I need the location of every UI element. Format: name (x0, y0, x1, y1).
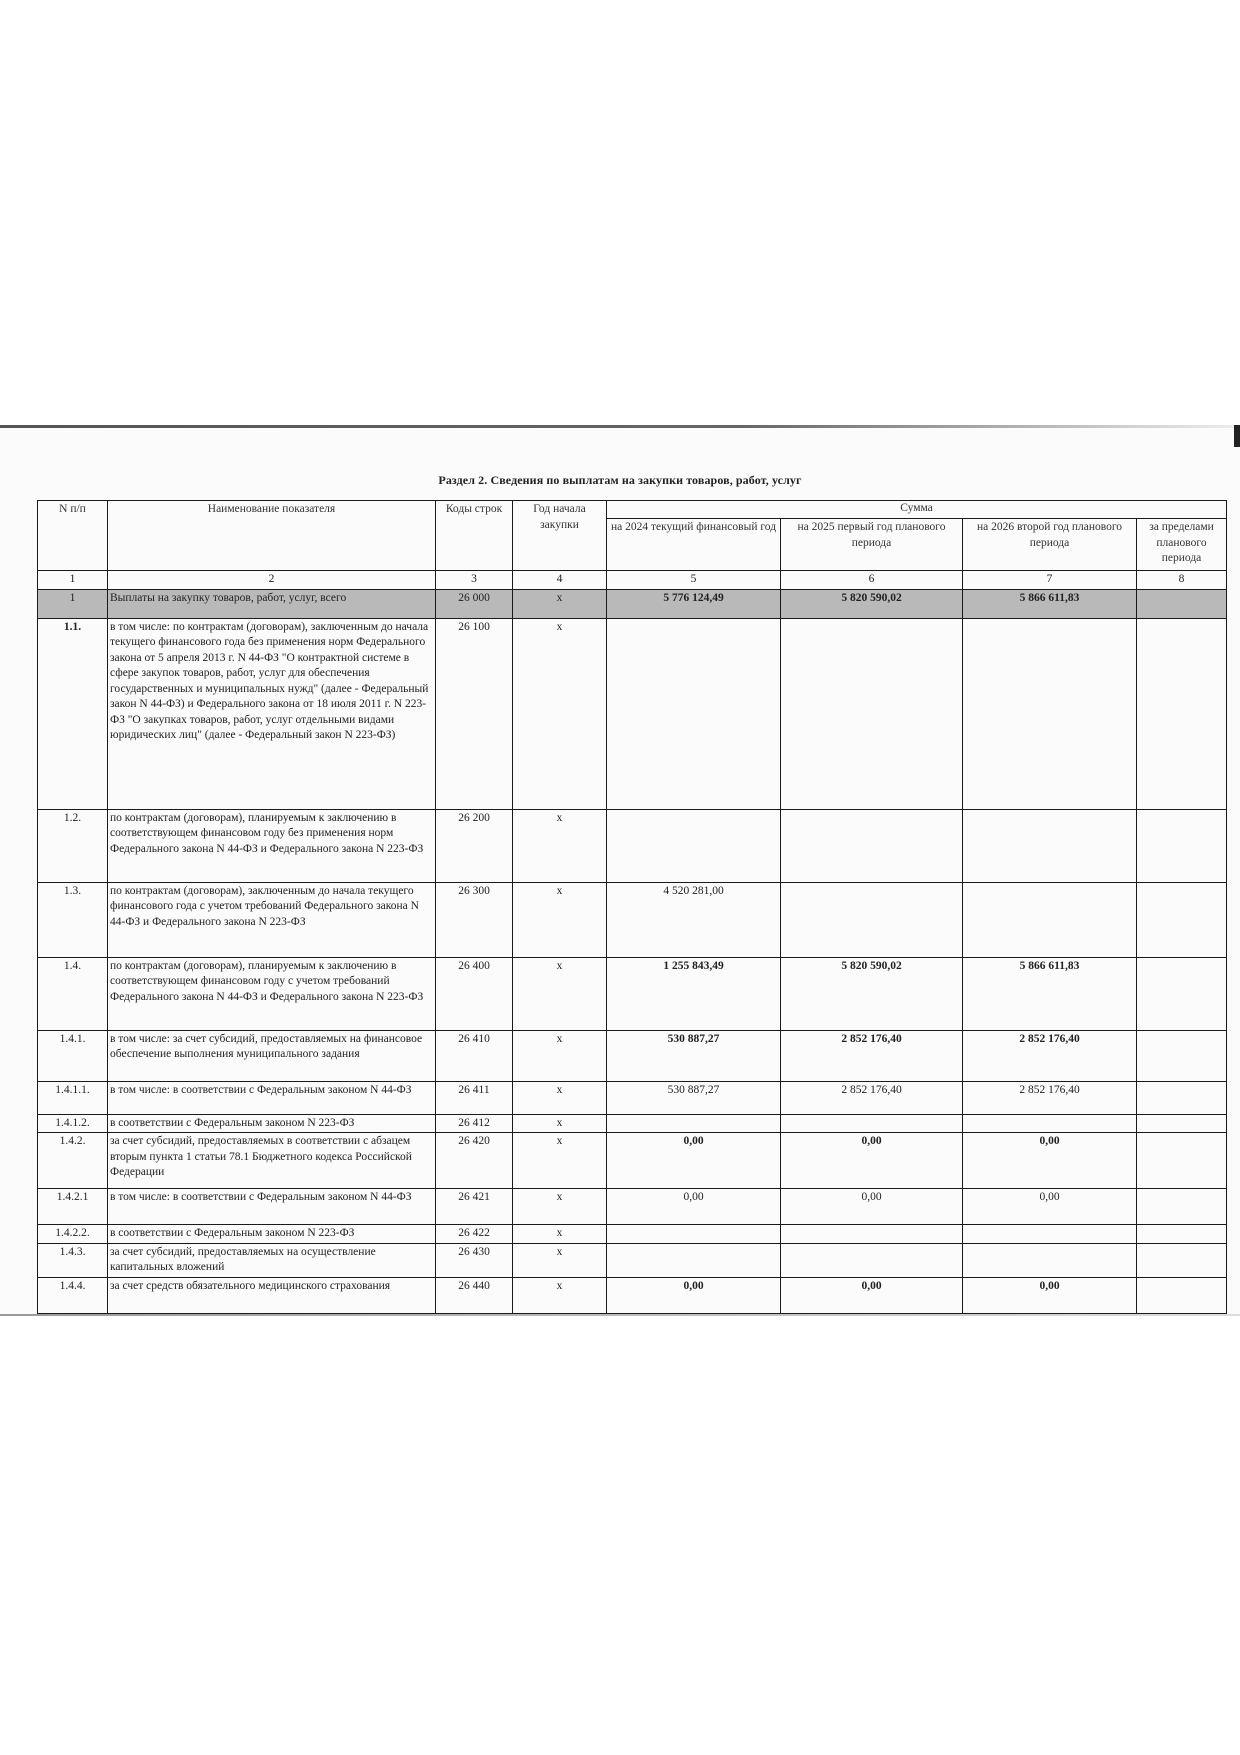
value-beyond (1137, 1189, 1227, 1225)
value-2024 (607, 1243, 781, 1277)
value-2026: 2 852 176,40 (963, 1030, 1137, 1081)
row-name: в том числе: в соответствии с Федеральным законом N 44-ФЗ (108, 1189, 436, 1225)
value-2026 (963, 1225, 1137, 1244)
scan-edge-top (0, 425, 1240, 428)
value-beyond (1137, 809, 1227, 882)
header-sum-group: Сумма (607, 501, 1227, 519)
row-number: 1.4.1. (38, 1030, 108, 1081)
row-number: 1.4.2.2. (38, 1225, 108, 1244)
row-year-start: x (513, 1189, 607, 1225)
value-2025: 2 852 176,40 (781, 1030, 963, 1081)
row-year-start: x (513, 882, 607, 957)
row-code: 26 420 (436, 1133, 513, 1189)
column-number: 2 (108, 571, 436, 590)
header-2024: на 2024 текущий финансовый год (607, 519, 781, 571)
row-name: в том числе: в соответствии с Федеральным законом N 44-ФЗ (108, 1081, 436, 1114)
header-year-start: Год начала закупки (513, 501, 607, 571)
value-2025 (781, 1225, 963, 1244)
row-number: 1.3. (38, 882, 108, 957)
value-2025: 5 820 590,02 (781, 589, 963, 618)
header-name: Наименование показателя (108, 501, 436, 571)
row-code: 26 200 (436, 809, 513, 882)
header-beyond: за пределами планового периода (1137, 519, 1227, 571)
row-number: 1.4.3. (38, 1243, 108, 1277)
table-row (38, 1133, 1227, 1189)
value-beyond (1137, 1225, 1227, 1244)
row-year-start: x (513, 1225, 607, 1244)
row-code: 26 300 (436, 882, 513, 957)
value-2026 (963, 809, 1137, 882)
payments-table (37, 500, 1227, 1314)
row-number: 1.4.1.2. (38, 1114, 108, 1133)
table-body (38, 589, 1227, 1313)
value-2024: 1 255 843,49 (607, 957, 781, 1030)
column-number: 6 (781, 571, 963, 590)
row-name: за счет средств обязательного медицинского страхования (108, 1277, 436, 1313)
value-2024 (607, 1114, 781, 1133)
row-name: за счет субсидий, предоставляемых на осуществление капитальных вложений (108, 1243, 436, 1277)
row-code: 26 412 (436, 1114, 513, 1133)
value-2024: 0,00 (607, 1189, 781, 1225)
value-2026 (963, 1243, 1137, 1277)
table-row (38, 1225, 1227, 1244)
row-name: по контрактам (договорам), заключенным до начала текущего финансового года с учетом требований Федерального закона N 44-ФЗ и Федерального закона N 223-ФЗ (108, 882, 436, 957)
row-code: 26 421 (436, 1189, 513, 1225)
value-beyond (1137, 589, 1227, 618)
column-number: 3 (436, 571, 513, 590)
row-number: 1.4.4. (38, 1277, 108, 1313)
value-2025 (781, 1243, 963, 1277)
row-number: 1.4.2. (38, 1133, 108, 1189)
value-2025 (781, 882, 963, 957)
row-number: 1.4. (38, 957, 108, 1030)
table-row (38, 1030, 1227, 1081)
row-year-start: x (513, 1277, 607, 1313)
value-beyond (1137, 1277, 1227, 1313)
row-year-start: x (513, 957, 607, 1030)
value-2025 (781, 1114, 963, 1133)
value-beyond (1137, 957, 1227, 1030)
header-row-1 (38, 501, 1227, 519)
value-2026 (963, 618, 1137, 809)
row-number: 1.4.2.1 (38, 1189, 108, 1225)
value-2026 (963, 882, 1137, 957)
row-number: 1 (38, 589, 108, 618)
value-2024: 0,00 (607, 1277, 781, 1313)
row-code: 26 000 (436, 589, 513, 618)
table-row (38, 1189, 1227, 1225)
column-number: 1 (38, 571, 108, 590)
value-2025: 0,00 (781, 1277, 963, 1313)
table-row (38, 957, 1227, 1030)
value-2025: 2 852 176,40 (781, 1081, 963, 1114)
value-beyond (1137, 1243, 1227, 1277)
table-row (38, 618, 1227, 809)
row-year-start: x (513, 1081, 607, 1114)
row-year-start: x (513, 1133, 607, 1189)
section-title: Раздел 2. Сведения по выплатам на закупки товаров, работ, услуг (438, 473, 802, 487)
value-beyond (1137, 618, 1227, 809)
row-name: по контрактам (договорам), планируемым к заключению в соответствующем финансовом году без применения норм Федерального закона N 44-ФЗ и Федерального закона N 223-ФЗ (108, 809, 436, 882)
value-2025: 0,00 (781, 1189, 963, 1225)
row-code: 26 410 (436, 1030, 513, 1081)
row-code: 26 400 (436, 957, 513, 1030)
row-code: 26 100 (436, 618, 513, 809)
header-2025: на 2025 первый год планового периода (781, 519, 963, 571)
header-code: Коды строк (436, 501, 513, 571)
value-2024 (607, 809, 781, 882)
row-name: за счет субсидий, предоставляемых в соответствии с абзацем вторым пункта 1 статьи 78.1 Бюджетного кодекса Российской Федерации (108, 1133, 436, 1189)
row-number: 1.1. (38, 618, 108, 809)
row-name: по контрактам (договорам), планируемым к заключению в соответствующем финансовом году с учетом требований Федерального закона N 44-ФЗ и Федерального закона N 223-ФЗ (108, 957, 436, 1030)
scan-edge-bottom (0, 1314, 1240, 1316)
row-year-start: x (513, 1114, 607, 1133)
row-name: Выплаты на закупку товаров, работ, услуг, всего (108, 589, 436, 618)
value-2024 (607, 618, 781, 809)
row-code: 26 430 (436, 1243, 513, 1277)
row-name: в соответствии с Федеральным законом N 223-ФЗ (108, 1114, 436, 1133)
value-2026: 2 852 176,40 (963, 1081, 1137, 1114)
value-2025: 0,00 (781, 1133, 963, 1189)
row-year-start: x (513, 1030, 607, 1081)
row-year-start: x (513, 809, 607, 882)
row-name: в соответствии с Федеральным законом N 223-ФЗ (108, 1225, 436, 1244)
column-number: 5 (607, 571, 781, 590)
row-year-start: x (513, 589, 607, 618)
value-2024: 530 887,27 (607, 1081, 781, 1114)
row-name: в том числе: по контрактам (договорам), заключенным до начала текущего финансового года без применения норм Федерального закона от 5 апреля 2013 г. N 44-ФЗ "О контрактной системе в сфере закупок товаров, работ, услуг для обеспечения государственных и муниципальных нужд" (далее - Федеральный закон N 44-ФЗ) и Федерального закона от 18 июля 2011 г. N 223-ФЗ "О закупках товаров, работ, услуг отдельными видами юридических лиц" (далее - Федеральный закон N 223-ФЗ) (108, 618, 436, 809)
column-number: 8 (1137, 571, 1227, 590)
value-beyond (1137, 1030, 1227, 1081)
value-2024: 5 776 124,49 (607, 589, 781, 618)
table-row (38, 1243, 1227, 1277)
value-2026: 5 866 611,83 (963, 957, 1137, 1030)
table-row (38, 1114, 1227, 1133)
value-beyond (1137, 1081, 1227, 1114)
table-row (38, 1277, 1227, 1313)
row-number: 1.4.1.1. (38, 1081, 108, 1114)
value-2025 (781, 618, 963, 809)
value-2026: 5 866 611,83 (963, 589, 1137, 618)
value-2025: 5 820 590,02 (781, 957, 963, 1030)
header-2026: на 2026 второй год планового периода (963, 519, 1137, 571)
value-beyond (1137, 1114, 1227, 1133)
row-code: 26 422 (436, 1225, 513, 1244)
table-row (38, 589, 1227, 618)
value-2024: 530 887,27 (607, 1030, 781, 1081)
value-2025 (781, 809, 963, 882)
header-num: N п/п (38, 501, 108, 571)
column-number: 7 (963, 571, 1137, 590)
row-name: в том числе: за счет субсидий, предоставляемых на финансовое обеспечение выполнения муниципального задания (108, 1030, 436, 1081)
row-code: 26 411 (436, 1081, 513, 1114)
value-2026: 0,00 (963, 1133, 1137, 1189)
value-2026: 0,00 (963, 1189, 1137, 1225)
value-2026: 0,00 (963, 1277, 1137, 1313)
column-number-row (38, 571, 1227, 590)
value-beyond (1137, 882, 1227, 957)
row-number: 1.2. (38, 809, 108, 882)
row-year-start: x (513, 1243, 607, 1277)
table-row (38, 809, 1227, 882)
row-year-start: x (513, 618, 607, 809)
scan-edge-mark (1234, 425, 1240, 447)
row-code: 26 440 (436, 1277, 513, 1313)
value-2026 (963, 1114, 1137, 1133)
table-row (38, 882, 1227, 957)
column-number: 4 (513, 571, 607, 590)
value-2024: 0,00 (607, 1133, 781, 1189)
table-row (38, 1081, 1227, 1114)
value-beyond (1137, 1133, 1227, 1189)
value-2024: 4 520 281,00 (607, 882, 781, 957)
value-2024 (607, 1225, 781, 1244)
